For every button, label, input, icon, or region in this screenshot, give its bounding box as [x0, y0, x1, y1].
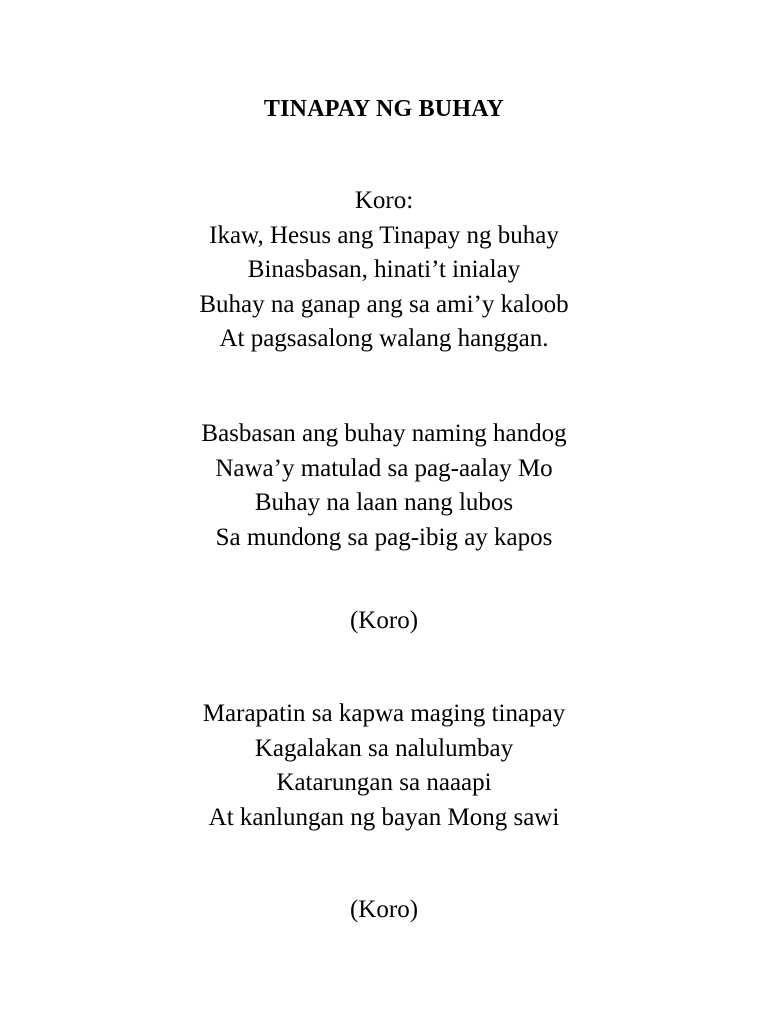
verse-line: Katarungan sa naaapi	[276, 769, 492, 796]
verse-line: At kanlungan ng bayan Mong sawi	[208, 803, 560, 831]
refrain-label: (Koro)	[349, 607, 419, 634]
song-title: TINAPAY NG BUHAY	[263, 96, 505, 122]
chorus-refrain-2	[0, 893, 768, 928]
verse-line: Sa mundong sa pag-ibig ay kapos	[215, 523, 553, 551]
chorus-line: At pagsasalong walang hanggan.	[219, 325, 549, 352]
verse-line: Buhay na laan nang lubos	[254, 489, 514, 516]
chorus-line: Buhay na ganap ang sa ami’y kaloob	[199, 290, 569, 318]
verse-2-block	[0, 697, 768, 835]
chorus-block	[0, 184, 768, 357]
verse-line: Nawa’y matulad sa pag-aalay Mo	[215, 454, 553, 482]
verse-line: Marapatin sa kapwa maging tinapay	[202, 700, 566, 727]
verse-1-block	[0, 417, 768, 555]
chorus-heading: Koro:	[354, 187, 414, 214]
verse-line: Basbasan ang buhay naming handog	[201, 420, 567, 447]
chorus-line: Binasbasan, hinati’t inialay	[247, 256, 521, 283]
chorus-line: Ikaw, Hesus ang Tinapay ng buhay	[209, 221, 559, 249]
verse-line: Kagalakan sa nalulumbay	[254, 734, 514, 762]
chorus-refrain-1	[0, 604, 768, 639]
refrain-label: (Koro)	[349, 896, 419, 923]
